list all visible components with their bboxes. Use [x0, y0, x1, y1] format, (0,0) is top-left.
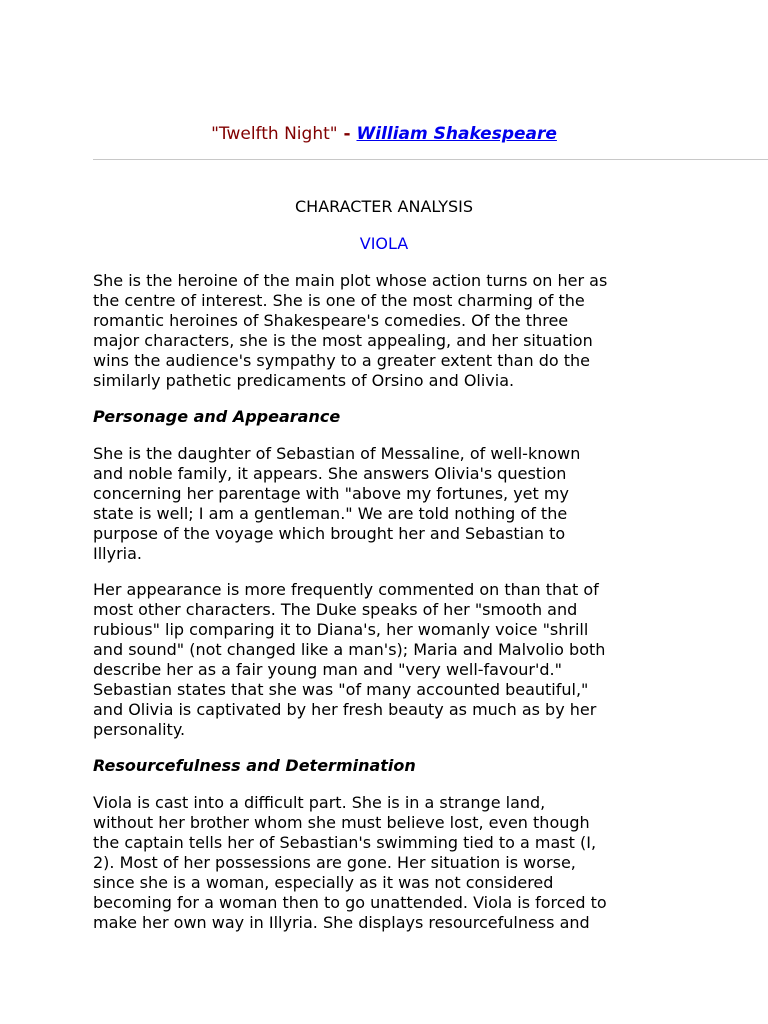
- text-line: describe her as a fair young man and "very well-favour'd.": [93, 660, 562, 679]
- text-line: Her appearance is more frequently commented on than that of: [93, 580, 599, 599]
- text-line: rubious" lip comparing it to Diana's, her womanly voice "shrill: [93, 620, 589, 639]
- text-line: the captain tells her of Sebastian's swimming tied to a mast (I,: [93, 833, 597, 852]
- author-link[interactable]: William Shakespeare: [356, 124, 557, 144]
- text-line: and noble family, it appears. She answers Olivia's question: [93, 464, 567, 483]
- work-title: "Twelfth Night": [211, 124, 338, 144]
- title-separator: -: [337, 124, 357, 144]
- text-line: similarly pathetic predicaments of Orsino and Olivia.: [93, 371, 515, 390]
- text-line: the centre of interest. She is one of the most charming of the: [93, 291, 585, 310]
- text-line: state is well; I am a gentleman." We are told nothing of the: [93, 504, 568, 523]
- text-line: and sound" (not changed like a man's); Maria and Malvolio both: [93, 640, 606, 659]
- text-line: romantic heroines of Shakespeare's comedies. Of the three: [93, 311, 569, 330]
- section-heading-personage: Personage and Appearance: [93, 407, 341, 426]
- text-line: wins the audience's sympathy to a greater extent than do the: [93, 351, 590, 370]
- text-line: becoming for a woman then to go unattended. Viola is forced to: [93, 893, 607, 912]
- text-line: concerning her parentage with "above my fortunes, yet my: [93, 484, 569, 503]
- character-name: VIOLA: [359, 234, 409, 253]
- text-line: without her brother whom she must believe lost, even though: [93, 813, 590, 832]
- text-line: Illyria.: [93, 544, 142, 563]
- text-line: 2). Most of her possessions are gone. Her situation is worse,: [93, 853, 576, 872]
- personage-paragraph-2: [93, 580, 693, 740]
- text-line: personality.: [93, 720, 186, 739]
- text-line: She is the daughter of Sebastian of Messaline, of well-known: [93, 444, 581, 463]
- text-line: Sebastian states that she was "of many accounted beautiful,": [93, 680, 589, 699]
- text-line: purpose of the voyage which brought her and Sebastian to: [93, 524, 566, 543]
- personage-paragraph-1: [93, 444, 693, 564]
- text-line: and Olivia is captivated by her fresh beauty as much as by her: [93, 700, 597, 719]
- section-title: CHARACTER ANALYSIS: [295, 197, 473, 216]
- text-line: major characters, she is the most appealing, and her situation: [93, 331, 593, 350]
- text-line: most other characters. The Duke speaks of her "smooth and: [93, 600, 578, 619]
- text-line: Viola is cast into a difficult part. She is in a strange land,: [93, 793, 546, 812]
- horizontal-rule: [93, 159, 768, 160]
- text-line: make her own way in Illyria. She displays resourcefulness and: [93, 913, 590, 932]
- text-line: She is the heroine of the main plot whose action turns on her as: [93, 271, 608, 290]
- resourcefulness-paragraph-1: [93, 793, 693, 933]
- section-heading-resourcefulness: Resourcefulness and Determination: [93, 756, 416, 775]
- text-line: since she is a woman, especially as it was not considered: [93, 873, 554, 892]
- intro-paragraph: [93, 271, 693, 391]
- document-title: [0, 123, 768, 145]
